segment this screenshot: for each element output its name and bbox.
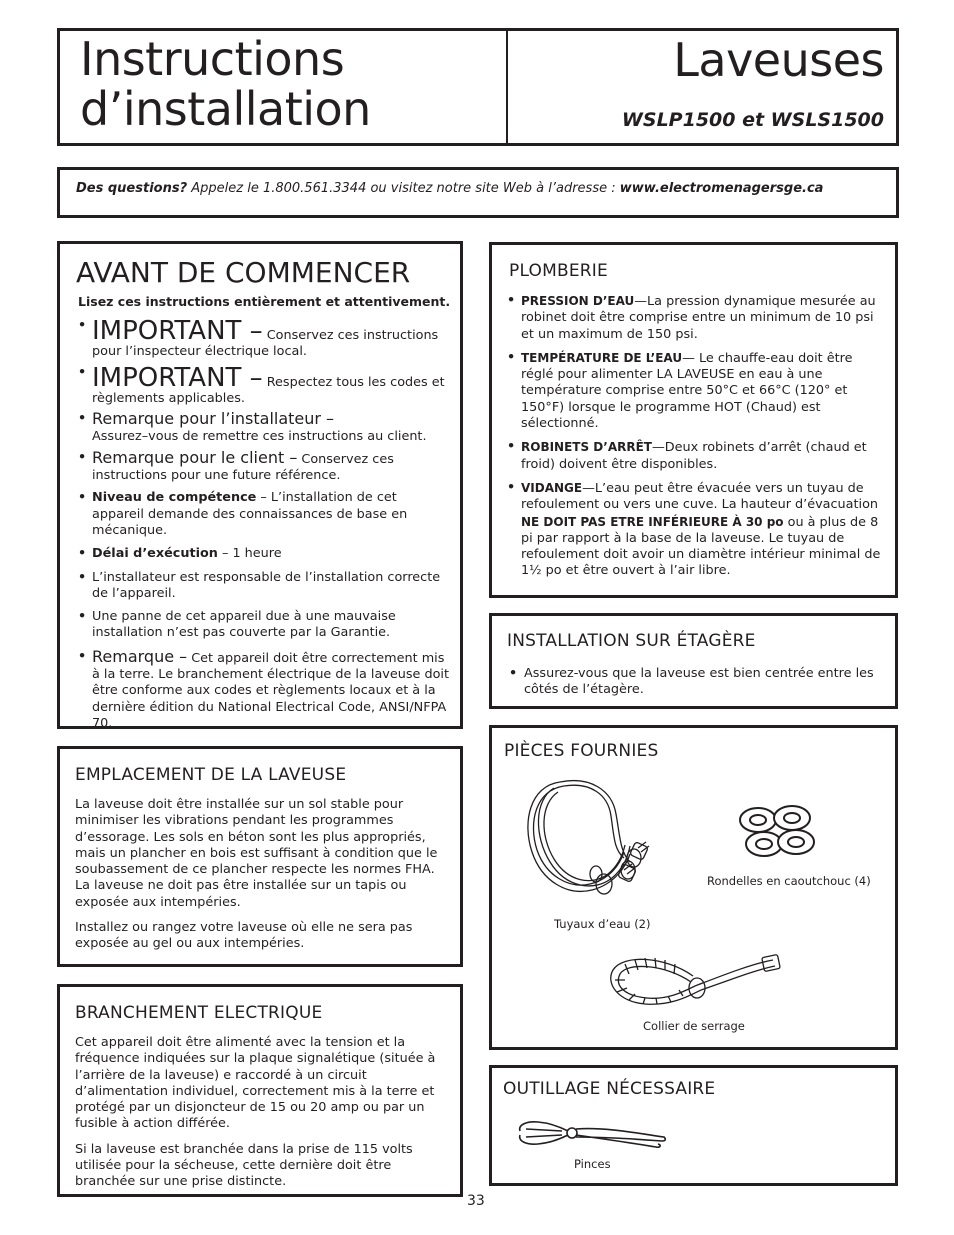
- avant-item-lead: Remarque pour l’installateur –: [92, 409, 335, 429]
- plomberie-item-text: —Deux robinets d’arrêt (chaud et froid) doivent être disponibles.: [521, 440, 867, 472]
- plomberie-item-lead: VIDANGE: [521, 480, 583, 495]
- plomberie-item-text: ou à plus de 8 pi par rapport à la base de la laveuse. Le tuyau de refoulement doit avoir un diamètre intérieur minimal de 1½ po et être ouvert à l’air libre.: [521, 514, 881, 579]
- doc-title-line1: Instructions: [80, 32, 345, 86]
- avant-item-text: L’installateur est responsable de l’installation correcte de l’appareil.: [92, 569, 441, 601]
- plomberie-item-lead: TEMPÉRATURE DE L’EAU: [521, 350, 683, 365]
- rubber-washers-image: [736, 802, 820, 864]
- collier-caption: Collier de serrage: [643, 1019, 745, 1033]
- page-number: 33: [467, 1193, 485, 1209]
- avant-item: [78, 490, 450, 539]
- drain-clamp-image: [605, 952, 785, 1012]
- avant-item-text: Respectez tous les codes et règlements applicables.: [92, 374, 445, 406]
- avant-item-lead: Niveau de compétence: [92, 490, 257, 506]
- questions-text: Appelez le 1.800.561.3344 ou visitez notre site Web à l’adresse :: [187, 181, 620, 196]
- product-title: Laveuses: [673, 33, 884, 87]
- plomberie-item-text: — Le chauffe-eau doit être réglé pour alimenter LA LAVEUSE en eau à une température comprise entre 50°C et 66°C (120° et 150°F) lorsque le programme HOT (Chaud) est sélectionné.: [521, 350, 853, 432]
- etagere-title: INSTALLATION SUR ÉTAGÈRE: [507, 631, 756, 651]
- avant-item-text: Une panne de cet appareil due à une mauvaise installation n’est pas couverte par la Garantie.: [92, 609, 396, 641]
- outillage-title: OUTILLAGE NÉCESSAIRE: [503, 1079, 716, 1099]
- pieces-title: PIÈCES FOURNIES: [504, 741, 659, 761]
- electrique-body: [75, 1035, 451, 1200]
- avant-item-lead: IMPORTANT –: [92, 316, 263, 346]
- questions-line: [76, 181, 823, 196]
- water-hoses-image: [520, 770, 670, 910]
- website-link[interactable]: www.electromenagersge.ca: [619, 181, 824, 196]
- avant-item: [78, 646, 450, 732]
- plomberie-item-emphasis: NE DOIT PAS ETRE INFÉRIEURE À 30 po: [521, 514, 784, 529]
- etagere-list: [509, 666, 875, 706]
- pliers-icon: [516, 1117, 668, 1151]
- plomberie-item: [507, 439, 885, 473]
- avant-item-text: Conservez ces instructions pour une future référence.: [92, 451, 394, 484]
- electrique-p2: Si la laveuse est branchée dans la prise de 115 volts utilisée pour la sécheuse, cette dernière doit être branchée sur une prise distincte.: [75, 1141, 413, 1190]
- avant-item-text: – 1 heure: [217, 546, 282, 562]
- avant-item: [78, 447, 450, 485]
- emplacement-title: EMPLACEMENT DE LA LAVEUSE: [75, 765, 347, 785]
- avant-list: [78, 318, 450, 739]
- emplacement-body: [75, 797, 451, 962]
- rondelles-caption: Rondelles en caoutchouc (4): [707, 874, 871, 888]
- etagere-item: [509, 666, 875, 699]
- avant-item-text: Conservez ces instructions pour l’inspecteur électrique local.: [92, 328, 439, 360]
- plomberie-item: [507, 350, 885, 432]
- avant-item: [78, 318, 450, 361]
- avant-item: [78, 546, 450, 562]
- plomberie-item: [507, 293, 885, 343]
- avant-item-text: Assurez–vous de remettre ces instructions au client.: [92, 429, 427, 445]
- avant-item-lead: Délai d’exécution: [92, 546, 218, 562]
- plomberie-item-lead: ROBINETS D’ARRÊT: [521, 440, 652, 455]
- emplacement-p1: La laveuse doit être installée sur un sol stable pour minimiser les vibrations pendant les programmes d’essorage. Les sols en béton sont les plus appropriés, mais un plancher en bois est suffisant à condition que le soubassement de ce plancher respecte les normes FHA. La laveuse ne doit pas être installée sur un tapis ou exposée aux intempéries.: [75, 797, 438, 910]
- plomberie-item-text: —L’eau peut être évacuée vers un tuyau de refoulement ou vers une cuve. La hauteur d’évacuation: [521, 480, 879, 513]
- avant-item-lead: IMPORTANT –: [92, 362, 263, 393]
- tuyaux-caption: Tuyaux d’eau (2): [554, 917, 651, 931]
- avant-item-lead: Remarque pour le client –: [92, 447, 298, 467]
- avant-item: [78, 411, 450, 446]
- avant-item-text: – L’installation de cet appareil demande des connaissances de base en mécanique.: [92, 490, 408, 538]
- avant-item: [78, 570, 450, 603]
- plomberie-item: [507, 480, 885, 580]
- pinces-caption: Pinces: [574, 1157, 611, 1171]
- avant-item-text: Cet appareil doit être correctement mis à la terre. Le branchement électrique de la laveuse doit être conforme aux codes et règlements locaux et à la dernière édition du National Electrical Code, ANSI/NFPA 70.: [92, 650, 449, 731]
- plomberie-item-lead: PRESSION D’EAU: [521, 294, 635, 308]
- avant-item-lead: Remarque –: [92, 646, 188, 666]
- plomberie-item-text: —La pression dynamique mesurée au robinet doit être comprise entre un minimum de 10 psi et un maximum de 150 psi.: [521, 294, 876, 342]
- avant-title: AVANT DE COMMENCER: [76, 256, 411, 289]
- emplacement-p2: Installez ou rangez votre laveuse où elle ne sera pas exposée au gel ou aux intempéries.: [75, 920, 413, 952]
- avant-item: [78, 362, 450, 408]
- model-numbers: WSLP1500 et WSLS1500: [621, 109, 884, 131]
- doc-title-line2: d’installation: [80, 82, 371, 136]
- electrique-title: BRANCHEMENT ELECTRIQUE: [75, 1003, 323, 1023]
- electrique-p1: Cet appareil doit être alimenté avec la tension et la fréquence indiquées sur la plaque signalétique (située à l’arrière de la laveuse) e raccordé à un circuit d’alimentation individuel, correctement mis à la terre et protégé par un disjoncteur de 15 ou 20 amp ou par un fusible à action différée.: [75, 1035, 436, 1132]
- doc-title: [80, 34, 500, 134]
- etagere-item-text: Assurez-vous que la laveuse est bien centrée entre les côtés de l’étagère.: [524, 666, 874, 698]
- header-divider: [506, 30, 508, 144]
- avant-subtitle: Lisez ces instructions entièrement et attentivement.: [78, 294, 451, 309]
- questions-lead: Des questions?: [76, 181, 188, 196]
- plomberie-list: [507, 293, 885, 587]
- plomberie-title: PLOMBERIE: [509, 261, 608, 281]
- avant-item: [78, 609, 450, 642]
